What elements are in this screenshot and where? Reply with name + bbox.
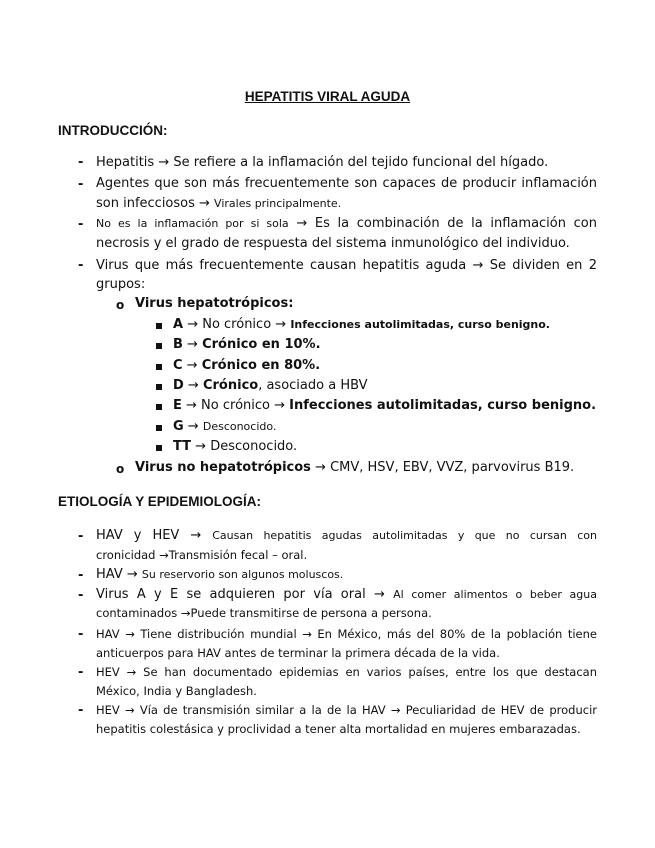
etio-bullet-2: HAV → Su reservorio son algunos moluscos. (96, 567, 344, 582)
intro-bullet-4-line-2: grupos: (96, 277, 146, 292)
virus-item-e: E → No crónico → Infecciones autolimitadas, curso benigno. (173, 398, 597, 413)
bullet-dash: - (78, 258, 84, 273)
etio-bullet-5-line-1: HEV → Se han documentado epidemias en varios países, entre los que destacan (96, 665, 597, 679)
bullet-square (156, 323, 162, 329)
intro-bullet-1: Hepatitis → Se refiere a la inflamación del tejido funcional del hígado. (96, 155, 549, 170)
etio-bullet-6-line-2: hepatitis colestásica y proclividad a tener alta mortalidad en mujeres embarazadas. (96, 722, 581, 736)
intro-bullet-3-line-2: necrosis y el grado de respuesta del sistema inmunológico del individuo. (96, 236, 570, 251)
etio-bullet-1-line-2: cronicidad →Transmisión fecal – oral. (96, 548, 308, 562)
bullet-dash: - (78, 588, 84, 603)
bullet-dash: - (78, 568, 84, 583)
bullet-square (156, 364, 162, 370)
bullet-square (156, 425, 162, 431)
intro-bullet-2-line-2: son infecciosos → Virales principalmente. (96, 196, 342, 211)
bullet-circle: o (116, 462, 125, 476)
virus-item-tt: TT → Desconocido. (173, 439, 298, 454)
etio-bullet-4-line-1: HAV → Tiene distribución mundial → En México, más del 80% de la población tiene (96, 627, 597, 641)
bullet-square (156, 445, 162, 451)
bullet-dash: - (78, 703, 84, 718)
virus-item-b: B → Crónico en 10%. (173, 337, 321, 352)
etio-bullet-4-line-2: anticuerpos para HAV antes de terminar la primera década de la vida. (96, 646, 500, 660)
non-hepatotropic-line: Virus no hepatotrópicos → CMV, HSV, EBV, VVZ, parvovirus B19. (135, 460, 575, 475)
etio-bullet-6-line-1: HEV → Vía de transmisión similar a la de la HAV → Peculiaridad de HEV de producir (96, 703, 597, 717)
bullet-dash: - (78, 155, 84, 170)
bullet-dash: - (78, 665, 84, 680)
bullet-square (156, 404, 162, 410)
virus-item-a: A → No crónico → Infecciones autolimitadas, curso benigno. (173, 317, 550, 332)
intro-bullet-3-line-1: No es la inflamación por si sola → Es la combinación de la inflamación con (96, 216, 597, 231)
etio-heading: ETIOLOGÍA Y EPIDEMIOLOGÍA: (58, 494, 262, 509)
virus-item-d: D → Crónico, asociado a HBV (173, 378, 368, 393)
hepatotropic-label: Virus hepatotrópicos: (135, 296, 294, 311)
etio-bullet-3-line-2: contaminados →Puede transmitirse de persona a persona. (96, 606, 432, 620)
etio-bullet-1-line-1: HAV y HEV → Causan hepatitis agudas autolimitadas y que no cursan con (96, 528, 597, 543)
bullet-square (156, 343, 162, 349)
bullet-circle: o (116, 298, 125, 312)
bullet-square (156, 384, 162, 390)
bullet-dash: - (78, 217, 84, 232)
intro-bullet-2-line-1: Agentes que son más frecuentemente son capaces de producir inflamación (96, 176, 597, 191)
etio-bullet-5-line-2: México, India y Bangladesh. (96, 684, 257, 698)
bullet-dash: - (78, 177, 84, 192)
etio-bullet-3-line-1: Virus A y E se adquieren por vía oral → Al comer alimentos o beber agua (96, 587, 597, 602)
intro-heading: INTRODUCCIÓN: (58, 123, 168, 138)
virus-item-c: C → Crónico en 80%. (173, 358, 321, 373)
bullet-dash: - (78, 529, 84, 544)
intro-bullet-4-line-1: Virus que más frecuentemente causan hepatitis aguda → Se dividen en 2 (96, 258, 597, 273)
bullet-dash: - (78, 627, 84, 642)
document-title: HEPATITIS VIRAL AGUDA (244, 89, 411, 104)
virus-item-g: G → Desconocido. (173, 419, 277, 434)
